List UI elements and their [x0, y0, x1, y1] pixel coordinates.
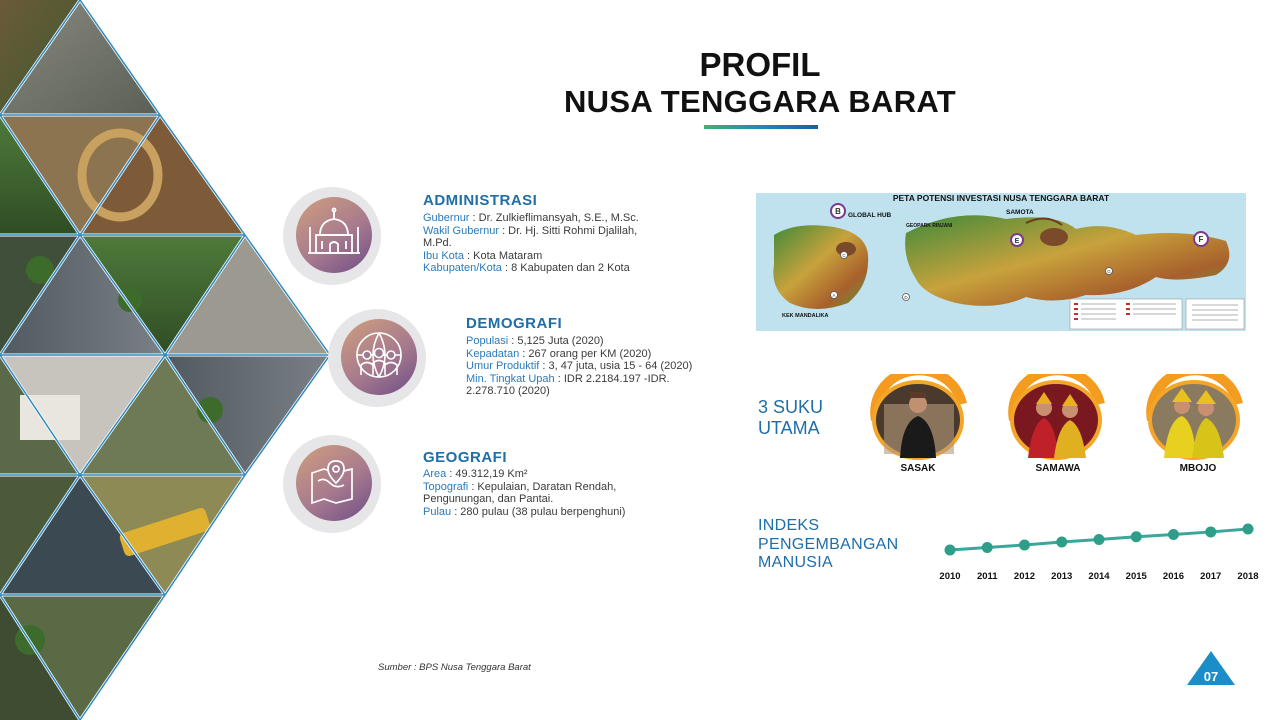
photo-mosaic	[0, 0, 330, 720]
investment-map	[756, 193, 1246, 331]
svg-text:C: C	[842, 253, 846, 258]
ipm-year-label: 2010	[939, 571, 961, 582]
map-marker	[831, 204, 845, 218]
ipm-data-point	[1094, 534, 1105, 545]
map-label-samota: SAMOTA	[1006, 209, 1034, 216]
demografi-heading: DEMOGRAFI	[466, 315, 563, 332]
map-small-marker	[903, 294, 910, 301]
mbojo-photo	[1142, 374, 1246, 460]
map-label-kek: KEK MANDALIKA	[782, 313, 829, 319]
ipm-data-point	[945, 545, 956, 556]
ipm-year-label: 2014	[1088, 571, 1110, 582]
map-label-geopark: GEOPARK RINJANI	[906, 223, 953, 229]
suku-label: SAMAWA	[1035, 463, 1081, 474]
ipm-year-label: 2012	[1013, 571, 1036, 582]
map-title: PETA POTENSI INVESTASI NUSA TENGGARA BARAT	[892, 193, 1110, 203]
ipm-data-point	[1168, 529, 1179, 540]
map-pin-icon	[296, 445, 372, 521]
detail-line: Min. Tingkat Upah : IDR 2.2184.197 -IDR.	[466, 372, 670, 385]
ipm-line-chart	[930, 515, 1260, 590]
title-underline	[704, 125, 818, 129]
ipm-year-label: 2017	[1200, 571, 1222, 582]
detail-line: Topografi : Kepulaian, Daratan Rendah,	[423, 480, 617, 493]
ipm-heading: INDEKS PENGEMBANGAN MANUSIA	[758, 517, 899, 571]
geografi-circle	[283, 435, 381, 533]
sasak-photo	[866, 374, 970, 460]
ipm-year-label: 2016	[1162, 571, 1185, 582]
map-marker	[1011, 234, 1023, 246]
detail-line: Area : 49.312,19 Km²	[423, 468, 528, 480]
map-marker	[1194, 232, 1208, 246]
detail-line: Wakil Gubernur : Dr. Hj. Sitti Rohmi Djalilah,	[423, 224, 638, 237]
ipm-year-label: 2015	[1125, 571, 1147, 582]
svg-text:F: F	[1198, 235, 1204, 244]
ipm-data-point	[1131, 531, 1142, 542]
ipm-year-label: 2011	[976, 571, 998, 582]
samawa-photo	[1004, 374, 1108, 460]
map-small-marker	[831, 292, 838, 299]
administrasi-circle	[283, 187, 381, 285]
demografi-circle	[328, 309, 426, 407]
suku-heading: 3 SUKU UTAMA	[758, 397, 824, 438]
ipm-data-point	[1243, 524, 1254, 535]
ipm-year-label: 2018	[1237, 571, 1259, 582]
map-small-marker	[841, 252, 848, 259]
administrasi-heading: ADMINISTRASI	[423, 192, 538, 209]
page-number: 07	[1203, 669, 1219, 684]
svg-text:D: D	[904, 295, 908, 300]
svg-text:E: E	[1014, 238, 1020, 245]
mosque-icon	[296, 197, 372, 273]
detail-line: Pengunungan, dan Pantai.	[423, 493, 554, 505]
map-label-global-hub: GLOBAL HUB	[848, 212, 892, 219]
detail-line: Gubernur : Dr. Zulkieflimansyah, S.E., M.Sc.	[423, 212, 639, 224]
svg-text:B: B	[835, 207, 841, 216]
geografi-details	[423, 468, 723, 518]
ipm-year-label: 2013	[1051, 571, 1073, 582]
map-legend	[1186, 299, 1244, 329]
ipm-data-point	[982, 542, 993, 553]
detail-line: Kabupaten/Kota : 8 Kabupaten dan 2 Kota	[423, 262, 630, 274]
map-small-marker	[1106, 268, 1113, 275]
detail-line: Pulau : 280 pulau (38 pulau berpenghuni)	[423, 505, 626, 518]
page-title-line1: PROFIL	[699, 46, 821, 83]
ipm-data-point	[1019, 539, 1030, 550]
suku-label: MBOJO	[1179, 463, 1217, 474]
detail-line: Populasi : 5,125 Juta (2020)	[466, 335, 604, 347]
suku-label: SASAK	[900, 463, 936, 474]
detail-line: 2.278.710 (2020)	[466, 385, 550, 397]
page-number-badge	[1186, 650, 1236, 686]
detail-line: Ibu Kota : Kota Mataram	[423, 249, 543, 262]
source-note: Sumber : BPS Nusa Tenggara Barat	[378, 662, 531, 673]
svg-text:A: A	[832, 293, 836, 298]
ipm-data-point	[1205, 526, 1216, 537]
detail-line: Umur Produktif : 3, 47 juta, usia 15 - 64 (2020)	[466, 360, 693, 372]
detail-line: M.Pd.	[423, 237, 452, 249]
page-title-line2: NUSA TENGGARA BARAT	[563, 84, 957, 119]
geografi-heading: GEOGRAFI	[423, 449, 508, 466]
ipm-data-point	[1056, 537, 1067, 548]
demografi-details	[466, 335, 756, 398]
administrasi-details	[423, 212, 723, 275]
detail-line: Kepadatan : 267 orang per KM (2020)	[466, 347, 652, 360]
svg-text:G: G	[1107, 269, 1111, 274]
people-globe-icon	[341, 319, 417, 395]
